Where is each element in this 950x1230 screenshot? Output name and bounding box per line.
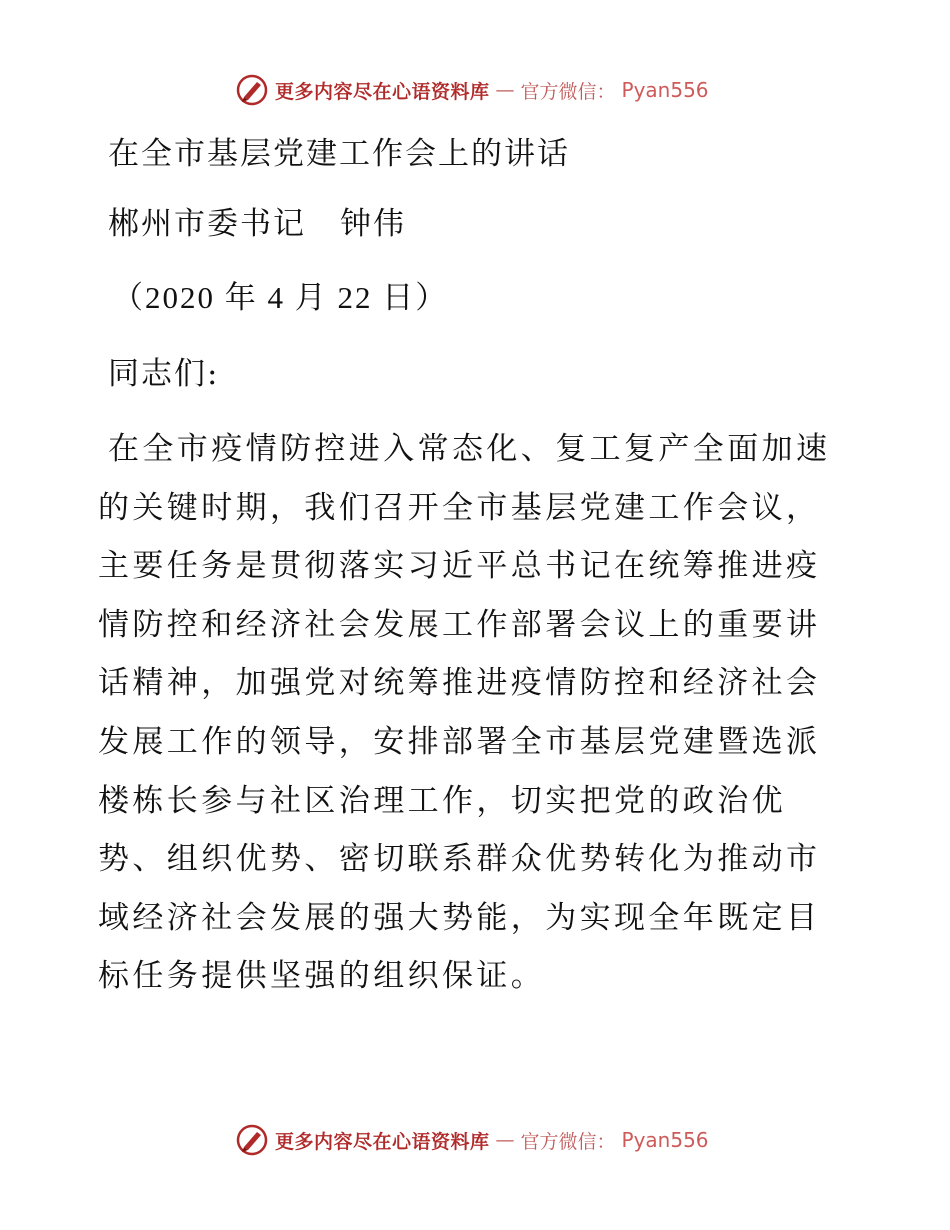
banner-text: 更多内容尽在心语资料库 <box>275 80 490 103</box>
banner-sub: 官方微信： <box>520 1130 616 1153</box>
speech-title: 在全市基层党建工作会上的讲话 <box>108 136 570 172</box>
banner-wechat-id: Pyan556 <box>621 78 709 102</box>
banner-wechat-id: Pyan556 <box>621 1128 709 1152</box>
banner-separator: — <box>495 1129 515 1151</box>
pen-seal-logo-icon <box>235 1123 269 1157</box>
author-role: 郴州市委书记 <box>108 206 306 242</box>
banner-separator: — <box>495 79 515 101</box>
banner-text: 更多内容尽在心语资料库 <box>275 1130 490 1153</box>
author-line <box>108 198 406 243</box>
speech-date: （2020 年 4 月 22 日） <box>112 280 449 315</box>
footer-banner <box>235 1122 709 1158</box>
banner-sub: 官方微信： <box>520 80 616 103</box>
salutation: 同志们: <box>108 356 220 392</box>
body-paragraph: 在全市疫情防控进入常态化、复工复产全面加速的关键时期，我们召开全市基层党建工作会议，主要任务是贯彻落实习近平总书记在统筹推进疫情防控和经济社会发展工作部署会议上的重要讲话精神，加强党对统筹推进疫情防控和经济社会发展工作的领导，安排部署全市基层党建暨选派楼栋长参与社区治理工作，切实把党的政治优势、组织优势、密切联系群众优势转化为推动市域经济社会发展的强大势能，为实现全年既定目标任务提供坚强的组织保证。 <box>98 431 831 995</box>
pen-seal-logo-icon <box>235 73 269 107</box>
author-name: 钟伟 <box>340 206 406 242</box>
header-banner <box>235 72 709 108</box>
